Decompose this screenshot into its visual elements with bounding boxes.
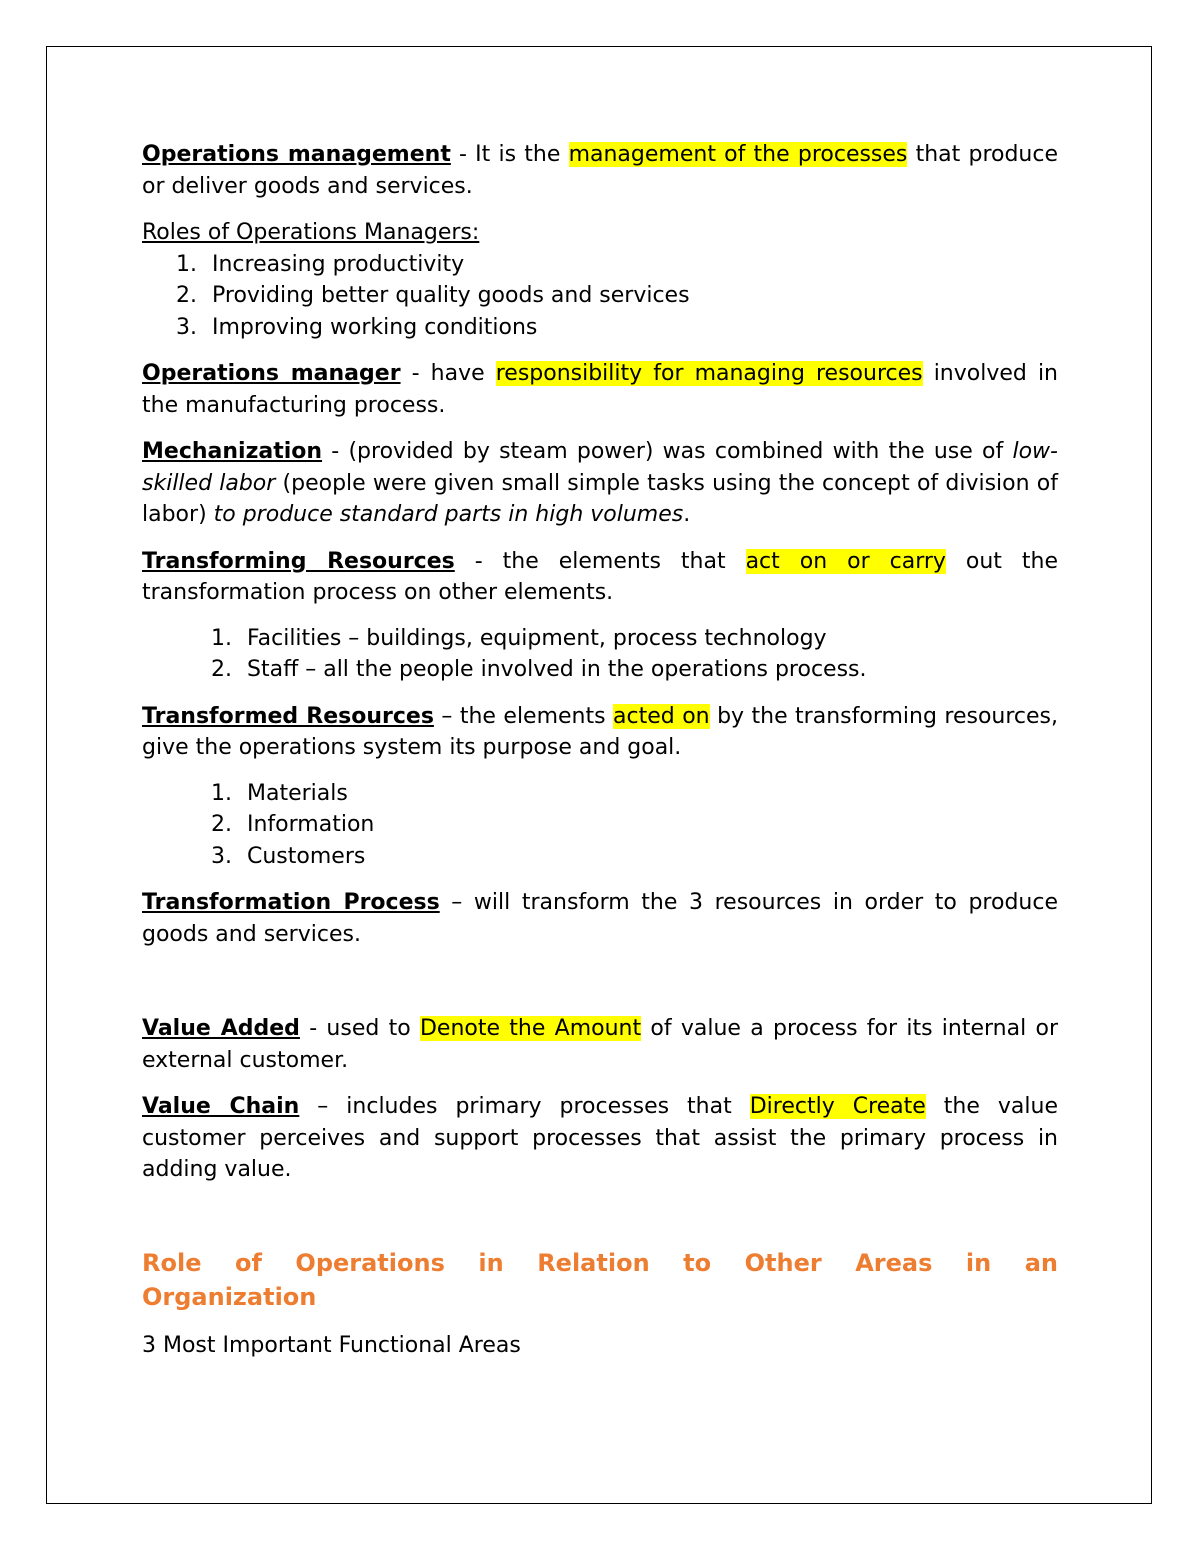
roles-title: Roles of Operations Managers:	[142, 220, 480, 245]
highlight-acted-on: acted on	[613, 703, 710, 729]
list-item: 1. Materials	[211, 780, 348, 806]
definition-transformed-resources: Transformed Resources – the elements acted on by the transforming resources, give the operations system its purpose and goal.	[142, 703, 1058, 760]
transformed-list-wrap	[142, 778, 1058, 873]
roles-list-wrap	[142, 249, 1058, 344]
term-operations-manager: Operations manager	[142, 361, 401, 386]
transforming-list-wrap	[142, 623, 1058, 686]
term-transforming-resources: Transforming Resources	[142, 548, 455, 574]
highlight-directly-create: Directly Create	[749, 1094, 926, 1119]
definition-transforming-resources: Transforming Resources - the elements that act on or carry out the transformation process on other elements.	[142, 548, 1059, 605]
document-body	[142, 139, 1058, 1361]
list-item: 2. Information	[211, 812, 375, 837]
term-transformation-process: Transformation Process	[142, 890, 440, 915]
term-operations-management: Operations management	[142, 142, 451, 167]
definition-operations-management: Operations management - It is the management of the processes that produce or deliver goods and services.	[142, 142, 1059, 199]
highlight-denote-the-amount: Denote the Amount	[419, 1016, 642, 1041]
list-item: 2. Providing better quality goods and services	[176, 283, 690, 308]
section-heading-line2: Organization	[142, 1282, 317, 1311]
definition-transformation-process: Transformation Process – will transform the 3 resources in order to produce goods and services.	[142, 890, 1058, 947]
list-item: 2. Staff – all the people involved in the operations process.	[211, 657, 867, 682]
list-item: 3. Customers	[211, 843, 366, 869]
definition-operations-manager: Operations manager - have responsibility for managing resources involved in the manufacturing process.	[142, 361, 1058, 418]
highlight-act-on-or-carry: act on or carry	[745, 548, 946, 574]
definition-value-added: Value Added - used to Denote the Amount of value a process for its internal or external customer.	[142, 1016, 1058, 1073]
list-item: 3. Improving working conditions	[176, 314, 538, 340]
term-value-added: Value Added	[142, 1016, 300, 1041]
list-item: 1. Increasing productivity	[176, 251, 465, 277]
transforming-list	[142, 623, 1058, 686]
term-value-chain: Value Chain	[142, 1094, 300, 1119]
definition-mechanization: Mechanization - (provided by steam power) was combined with the use of low-skilled labor (people were given small simple tasks using the concept of division of labor) to produce standard parts in high volumes.	[142, 439, 1058, 527]
list-item: 1. Facilities – buildings, equipment, process technology	[211, 625, 827, 651]
highlight-responsibility: responsibility for managing resources	[495, 361, 923, 386]
term-mechanization: Mechanization	[142, 439, 323, 464]
roles-list	[142, 249, 1058, 344]
section-heading-line1: Role of Operations in Relation to Other Areas in an	[142, 1248, 1058, 1277]
definition-value-chain: Value Chain – includes primary processes that Directly Create the value customer perceives and support processes that assist the primary process in adding value.	[142, 1094, 1058, 1182]
highlight-management-of-processes: management of the processes	[568, 142, 908, 167]
section-heading	[142, 1246, 1058, 1314]
term-transformed-resources: Transformed Resources	[142, 703, 434, 729]
functional-areas-text: 3 Most Important Functional Areas	[142, 1332, 521, 1358]
transformed-list	[142, 778, 1058, 873]
